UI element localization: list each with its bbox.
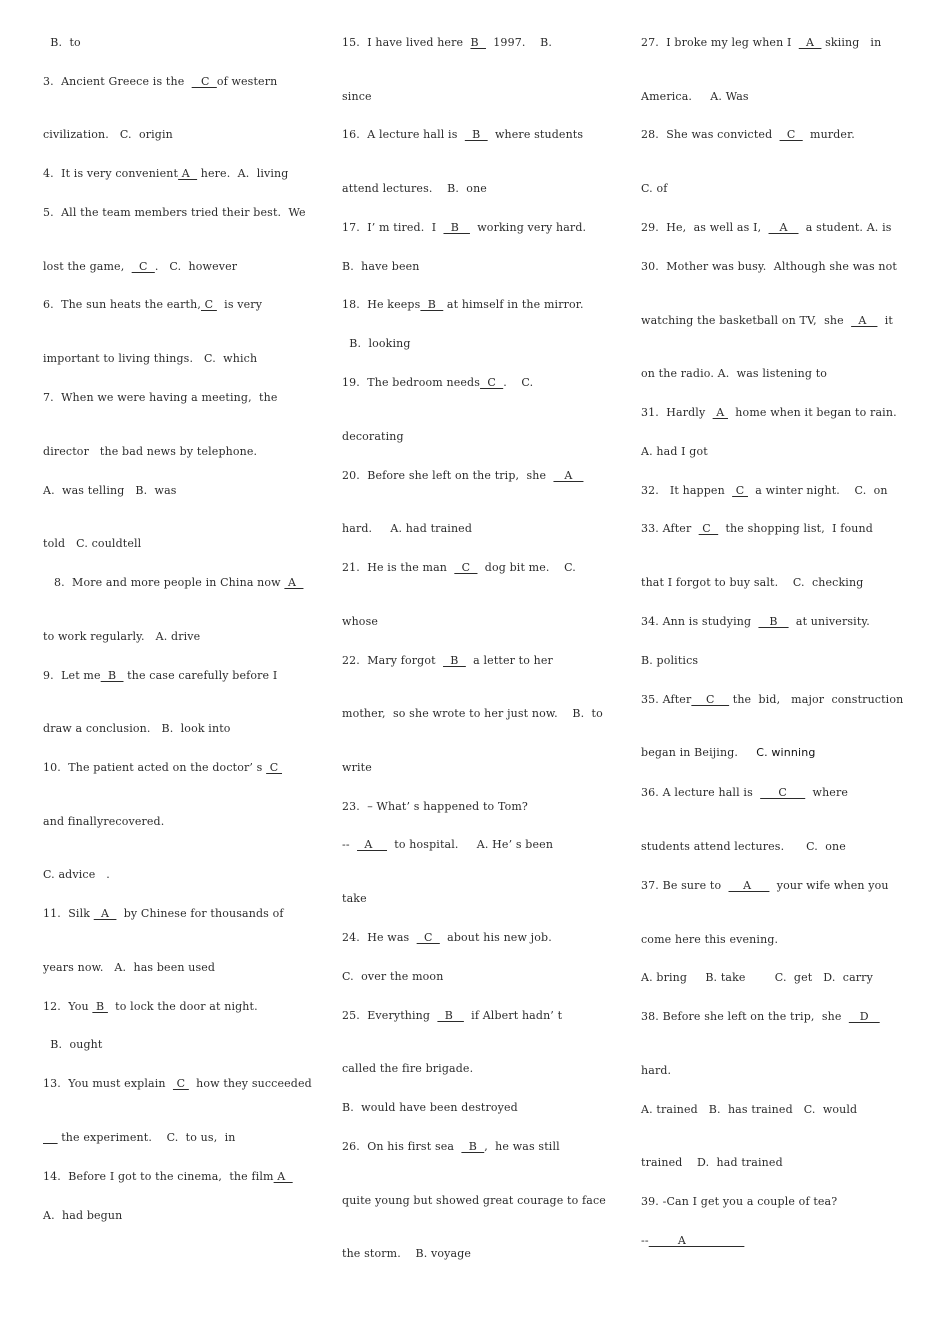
line-text: 11. Silk [43,907,94,920]
text-line [342,1010,562,1021]
text-line [43,1171,293,1182]
text-line [342,708,603,719]
line-text: 4. It is very convenient [43,167,179,180]
answer-blank: B [443,654,466,667]
line-text: home when it began to rain. [728,406,897,419]
line-text: 24. He was [342,931,417,944]
line-text: called the fire brigade. [342,1062,474,1075]
line-text: 18. He keeps [342,298,421,311]
line-text: 12. You [43,1000,93,1013]
answer-blank: C [416,931,440,944]
line-text: write [342,761,372,774]
text-line [641,694,903,705]
text-line [641,1157,783,1168]
line-text: decorating [342,430,404,443]
line-text: 16. A lecture hall is [342,128,465,141]
line-text: 30. Mother was busy. Although she was not [641,260,897,273]
text-line [342,893,367,904]
line-text: a student. A. is [798,221,892,234]
line-text: B. to [43,36,81,49]
text-line [43,207,306,218]
line-text: C. over the moon [342,970,444,983]
text-line [641,485,888,496]
text-line [342,932,552,943]
line-text: 17. I’ m tired. I [342,221,444,234]
line-text: 32. It happen [641,484,733,497]
line-text: 1997. B. [485,36,552,49]
answer-blank: A [273,1170,293,1183]
line-text: 39. -Can I get you a couple of tea? [641,1195,838,1208]
line-text: at university. [788,615,870,628]
text-line [43,538,141,549]
answer-blank: C [266,761,283,774]
line-text: 13. You must explain [43,1077,173,1090]
answer-blank: A [798,36,822,49]
text-line [43,962,215,973]
text-line [43,869,110,880]
line-text: students attend lectures. C. one [641,840,846,853]
answer-blank: B [100,669,124,682]
line-text: dog bit me. C. [477,561,576,574]
text-line [641,972,873,983]
line-text: if Albert hadn’ t [463,1009,563,1022]
text-line [342,470,583,481]
line-text: to work regularly. A. drive [43,630,201,643]
line-text: at himself in the mirror. [443,298,584,311]
line-text: working very hard. [469,221,587,234]
text-line [641,880,889,891]
line-text: 31. Hardly [641,406,713,419]
text-line [342,762,372,773]
line-text: A. had begun [43,1209,123,1222]
text-line [641,368,827,379]
text-line [641,183,667,194]
line-text: important to living things. C. which [43,352,258,365]
line-text: how they succeeded [188,1077,312,1090]
text-line [342,801,528,812]
line-text: . C. [503,376,534,389]
line-text: 10. The patient acted on the doctor’ s [43,761,267,774]
line-text: , he was still [484,1140,560,1153]
text-line [641,1065,671,1076]
text-line [43,168,289,179]
text-line [43,76,277,87]
text-line [342,655,553,666]
line-text: 14. Before I got to the cinema, the film [43,1170,274,1183]
answer-blank: B [437,1009,464,1022]
text-line [342,1195,606,1206]
text-line [641,222,892,233]
text-line [43,762,282,773]
line-text: the case carefully before I [123,669,278,682]
text-line [43,1132,236,1143]
line-text: take [342,892,367,905]
answer-blank: C [200,298,217,311]
line-text: 36. A lecture hall is [641,786,761,799]
text-line [342,222,586,233]
answer-blank: B [461,1140,485,1153]
line-text: the shopping list, I found [718,522,873,535]
text-line [43,670,277,681]
line-text: hard. A. had trained [342,522,473,535]
text-line [43,261,237,272]
text-line [43,353,257,364]
line-text: draw a conclusion. B. look into [43,722,231,735]
line-text: A. had I got [641,445,708,458]
line-text: 5. All the team members tried their best. We [43,206,306,219]
line-text: come here this evening. [641,933,779,946]
answer-blank: C [454,561,478,574]
line-text: B. ought [43,1038,103,1051]
text-line [641,315,893,326]
line-text: the experiment. C. to us, in [57,1131,236,1144]
line-text: 22. Mary forgot [342,654,444,667]
text-line [641,523,873,534]
line-text: where students [487,128,584,141]
line-text: 26. On his first sea [342,1140,462,1153]
answer-blank: A [768,221,799,234]
line-text: 38. Before she left on the trip, she [641,1010,849,1023]
answer-blank: A [648,1234,745,1247]
text-line [43,1001,258,1012]
text-line [43,816,164,827]
line-text: about his new job. [439,931,552,944]
line-text: told C. couldtell [43,537,142,550]
line-text: 28. She was convicted [641,128,780,141]
line-text: 35. After [641,693,692,706]
line-text: 37. Be sure to [641,879,729,892]
line-text: to hospital. A. He’ s been [387,838,554,851]
line-text: 19. The bedroom needs [342,376,481,389]
text-line [641,577,863,588]
text-line [43,1039,102,1050]
line-text: attend lectures. B. one [342,182,487,195]
line-text: by Chinese for thousands of [116,907,284,920]
line-text: is very [216,298,263,311]
answer-blank: B [92,1000,108,1013]
answer-blank: B [464,128,488,141]
text-line [641,934,778,945]
text-line [342,299,584,310]
text-line [342,1248,471,1259]
answer-blank [43,1131,58,1144]
text-line [43,1210,122,1221]
text-line [641,1196,837,1207]
line-text: 33. After [641,522,699,535]
line-text: B. politics [641,654,699,667]
text-line [641,1011,880,1022]
line-text: of western [216,75,278,88]
answer-blank: B [758,615,789,628]
answer-blank: C [760,786,806,799]
line-text: A. was telling B. was [43,484,177,497]
line-text: mother, so she wrote to her just now. B. to [342,707,603,720]
answer-blank: A [178,167,198,180]
line-text: B. looking [342,337,411,350]
text-line [641,91,749,102]
line-text: a winter night. C. on [747,484,888,497]
text-line [43,631,200,642]
text-line [641,1104,857,1115]
text-line [342,431,404,442]
line-text: 23. – What’ s happened to Tom? [342,800,528,813]
line-text: and finallyrecovered. [43,815,165,828]
line-text: murder. [802,128,855,141]
line-text: 27. I broke my leg when I [641,36,799,49]
text-line [43,908,284,919]
text-line [43,129,173,140]
text-line [342,839,553,850]
answer-blank: A [284,576,304,589]
text-line [641,37,881,48]
answer-blank: A [712,406,729,419]
text-line [342,1063,473,1074]
line-text: 8. More and more people in China now [43,576,285,589]
answer-blank: A [357,838,388,851]
line-text: trained D. had trained [641,1156,783,1169]
text-line [342,971,443,982]
text-line [43,392,278,403]
line-text: A. trained B. has trained C. would [641,1103,858,1116]
answer-blank: B [443,221,470,234]
text-line [342,562,576,573]
line-text: years now. A. has been used [43,961,216,974]
line-text: since [342,90,372,103]
text-line [342,523,472,534]
line-text: 7. When we were having a meeting, the [43,391,278,404]
answer-blank: A [93,907,117,920]
text-line [641,655,698,666]
line-text: 9. Let me [43,669,101,682]
text-line [641,616,870,627]
line-text: -- [342,838,358,851]
line-text: 15. I have lived here [342,36,471,49]
text-line [43,723,231,734]
line-text: -- [641,1234,649,1247]
text-line [342,616,378,627]
line-text: 29. He, as well as I, [641,221,769,234]
line-text: C. advice . [43,868,110,881]
answer-option: C. winning [756,746,816,759]
line-text: director the bad news by telephone. [43,445,258,458]
line-text: here. A. living [197,167,289,180]
line-text: lost the game, [43,260,132,273]
answer-blank: _C [191,75,217,88]
line-text: that I forgot to buy salt. C. checking [641,576,864,589]
text-line [641,1235,744,1246]
line-text: 20. Before she left on the trip, she [342,469,554,482]
text-line [43,485,177,496]
line-text: civilization. C. origin [43,128,173,141]
line-text: 3. Ancient Greece is the [43,75,192,88]
text-line [342,338,411,349]
line-text: B. would have been destroyed [342,1101,518,1114]
answer-blank: C [698,522,719,535]
line-text: the bid, major construction [729,693,904,706]
line-text: 34. Ann is studying [641,615,759,628]
line-text: America. A. Was [641,90,749,103]
text-line [641,407,897,418]
line-text: A. bring B. take C. get D. carry [641,971,873,984]
line-text: B. have been [342,260,420,273]
text-line [641,787,848,798]
text-line [641,747,815,758]
line-text: 6. The sun heats the earth, [43,298,201,311]
line-text: a letter to her [465,654,553,667]
text-line [43,37,81,48]
answer-blank: C [779,128,803,141]
line-text: whose [342,615,379,628]
text-line [342,1141,560,1152]
text-line [342,91,372,102]
text-line [342,129,583,140]
text-line [641,446,708,457]
answer-blank: A [553,469,584,482]
line-text: quite young but showed great courage to face [342,1194,606,1207]
answer-blank: B [420,298,444,311]
line-text: watching the basketball on TV, she [641,314,852,327]
text-line [342,183,487,194]
line-text: began in Beijing. [641,746,757,759]
line-text: hard. [641,1064,672,1077]
line-text: C. of [641,182,668,195]
line-text: skiing in [821,36,882,49]
answer-blank: C [131,260,155,273]
line-text: . C. however [154,260,238,273]
line-text: it [877,314,893,327]
text-line [43,446,257,457]
line-text: the storm. B. voyage [342,1247,472,1260]
answer-blank: C [172,1077,189,1090]
text-line [641,841,846,852]
text-line [43,299,262,310]
text-line [342,37,552,48]
line-text: 21. He is the man [342,561,455,574]
text-line [43,1078,312,1089]
line-text: 25. Everything [342,1009,438,1022]
answer-blank: D [848,1010,880,1023]
text-line [342,261,420,272]
line-text: to lock the door at night. [107,1000,258,1013]
text-line [43,577,303,588]
answer-blank: C [732,484,748,497]
line-text: your wife when you [769,879,889,892]
answer-blank: A [851,314,878,327]
line-text: where [805,786,849,799]
answer-blank: C [691,693,730,706]
answer-blank: C [480,376,504,389]
text-line [641,261,897,272]
answer-blank: B [470,36,486,49]
text-line [342,1102,518,1113]
line-text: on the radio. A. was listening to [641,367,828,380]
answer-blank: A [728,879,770,892]
text-line [641,129,855,140]
text-line [342,377,533,388]
